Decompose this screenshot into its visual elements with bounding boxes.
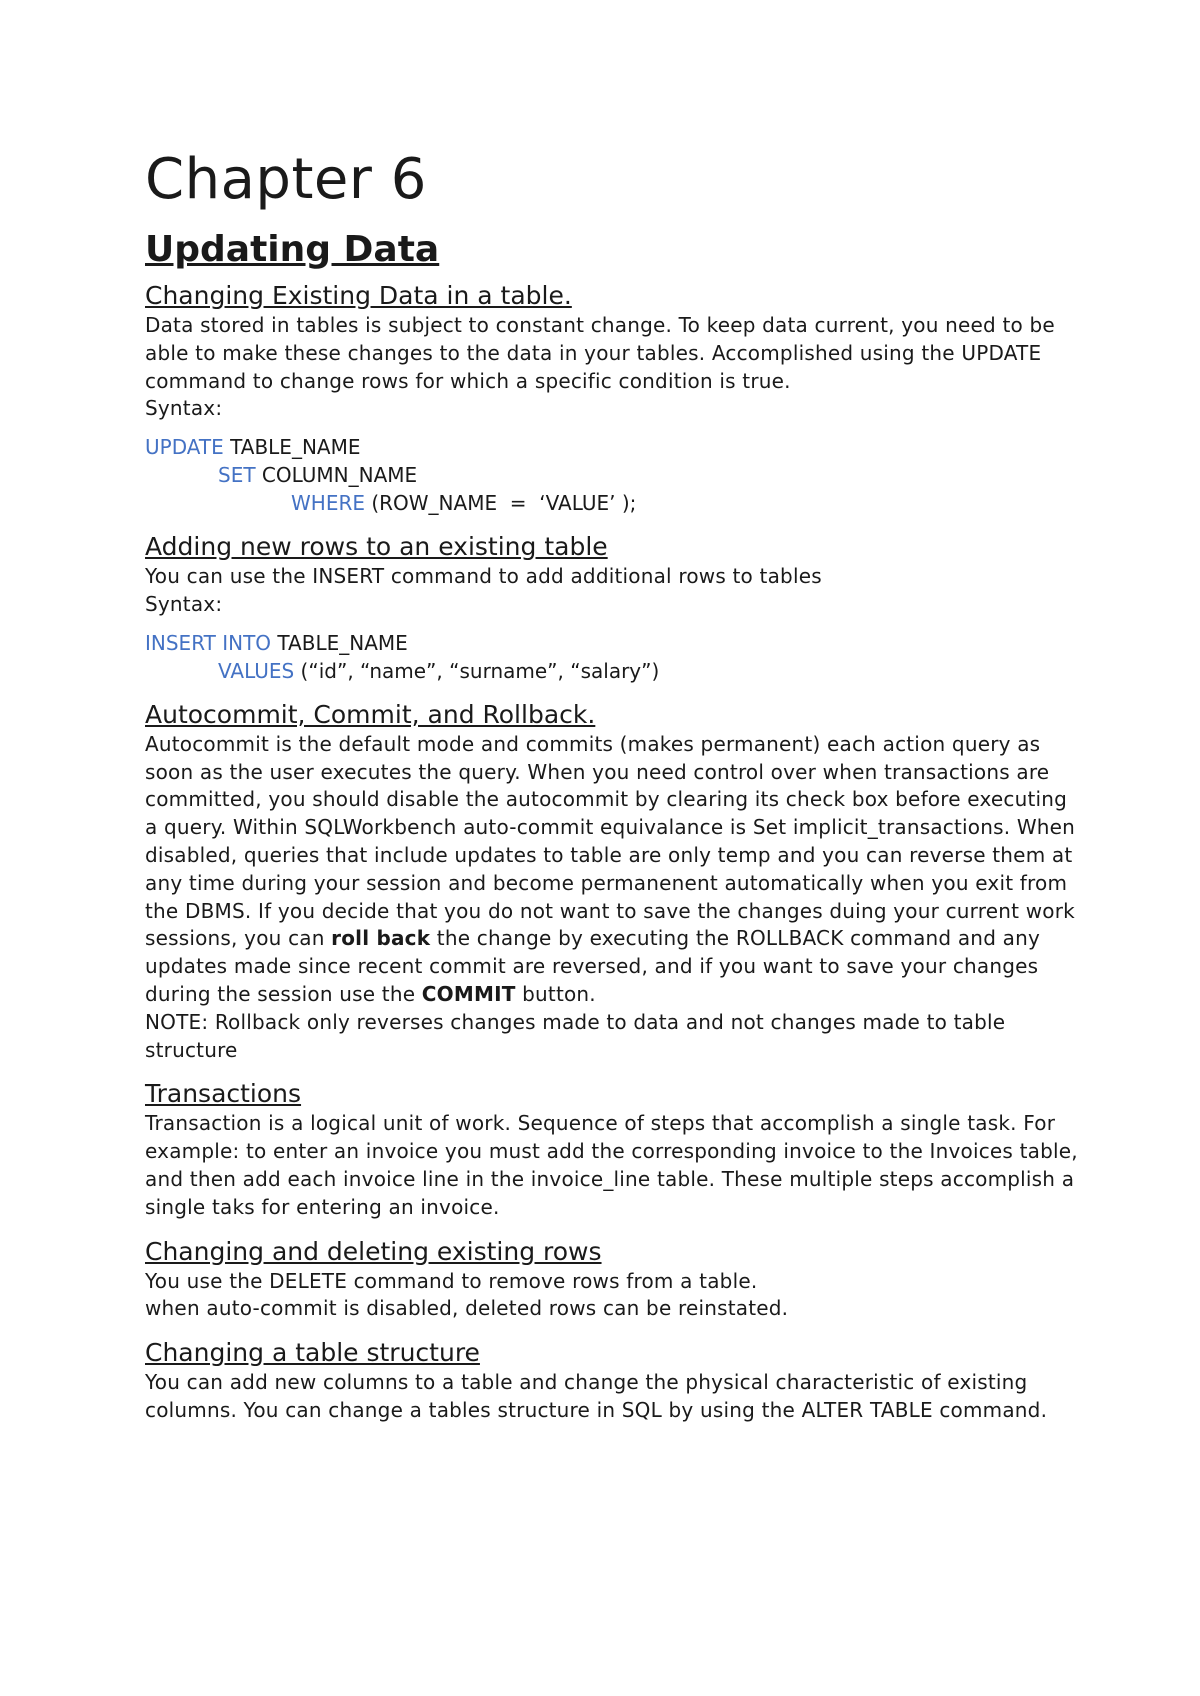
sql-keyword: INSERT INTO (145, 630, 272, 655)
heading-structure: Changing a table structure (145, 1338, 480, 1368)
code-block-insert (145, 629, 1080, 685)
heading-deleting: Changing and deleting existing rows (145, 1236, 602, 1266)
sql-keyword: UPDATE (145, 435, 224, 460)
text-run: button. (515, 981, 596, 1006)
text-run: Autocommit is the default mode and commits (makes permanent) each action query as soon as the user executes the query. When you need control over when transactions are committed, you should disable the autocommit by clearing its check box before executing a query. Within SQLWorkbench auto-commit equivalance is Set implicit_transactions. When disabled, queries that include updates to table are only temp and you can reverse them at any time during your session and become permanenent automatically when you exit from the DBMS. If you decide that you do not want to save the changes duing your current work sessions, you can (145, 731, 1076, 951)
code-line (145, 433, 1080, 461)
body-adding: You can use the INSERT command to add additional rows to tables (145, 564, 822, 589)
body-deleting-line1: You use the DELETE command to remove rows from a table. (145, 1268, 758, 1293)
bold-term-commit: COMMIT (421, 981, 516, 1006)
body-changing: Data stored in tables is subject to constant change. To keep data current, you need to be able to make these changes to the data in your tables. Accomplished using the UPDATE command to change rows for which a specific condition is true. (145, 313, 1055, 393)
code-block-update (145, 433, 1080, 517)
body-transactions: Transaction is a logical unit of work. Sequence of steps that accomplish a single task. For example: to enter an invoice you must add the corresponding invoice to the Invoices table, and then add each invoice line in the invoice_line table. These multiple steps accomplish a single taks for entering an invoice. (145, 1111, 1078, 1219)
code-line (145, 657, 1080, 685)
section-autocommit (145, 699, 1080, 1065)
heading-adding: Adding new rows to an existing table (145, 532, 608, 562)
body-deleting-line2: when auto-commit is disabled, deleted rows can be reinstated. (145, 1296, 789, 1321)
document-content (145, 140, 1080, 1425)
code-text: TABLE_NAME (271, 630, 408, 655)
code-text: COLUMN_NAME (255, 463, 418, 488)
section-structure (145, 1337, 1080, 1425)
code-text: (“id”, “name”, “surname”, “salary”) (294, 658, 660, 683)
section-adding (145, 531, 1080, 685)
heading-autocommit: Autocommit, Commit, and Rollback. (145, 699, 596, 729)
body-autocommit (145, 731, 1080, 1009)
section-deleting (145, 1236, 1080, 1324)
code-text: (ROW_NAME = ‘VALUE’ ); (364, 491, 637, 516)
chapter-title: Chapter 6 (145, 147, 427, 212)
sql-keyword: VALUES (218, 658, 295, 683)
sql-keyword: SET (218, 463, 256, 488)
code-line (145, 461, 1080, 489)
section-transactions (145, 1078, 1080, 1221)
text-run: the change by executing the ROLLBACK command and any updates made since recent commit are reversed, and if you want to save your changes during the session use the (145, 926, 1041, 1006)
section-changing (145, 280, 1080, 517)
code-text: TABLE_NAME (223, 435, 361, 460)
code-line (145, 629, 1080, 657)
bold-term-rollback: roll back (331, 926, 431, 951)
section-title: Updating Data (145, 229, 440, 270)
syntax-label-insert: Syntax: (145, 591, 223, 616)
note-rollback: NOTE: Rollback only reverses changes made to data and not changes made to table structure (145, 1009, 1006, 1062)
sql-keyword: WHERE (291, 491, 365, 516)
body-structure: You can add new columns to a table and change the physical characteristic of existing columns. You can change a tables structure in SQL by using the ALTER TABLE command. (145, 1370, 1048, 1422)
syntax-label-update: Syntax: (145, 396, 223, 421)
heading-changing: Changing Existing Data in a table. (145, 281, 572, 310)
heading-transactions: Transactions (145, 1079, 302, 1109)
code-line (145, 489, 1080, 517)
